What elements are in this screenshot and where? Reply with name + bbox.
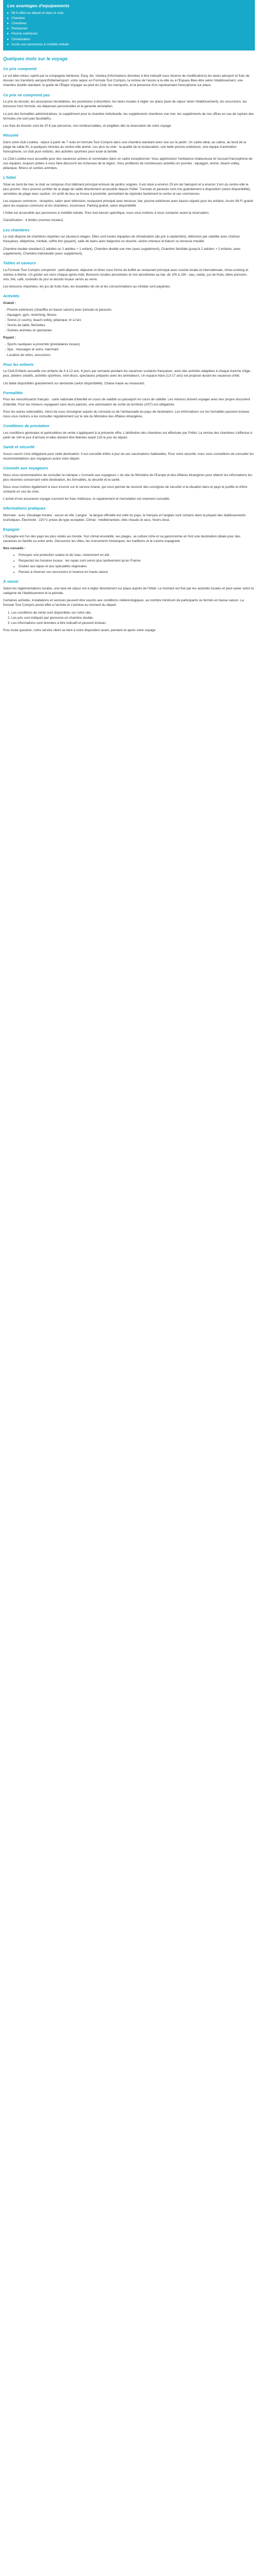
page bbox=[0, 0, 258, 643]
advantage-item: ▸ Wi-fi offert au départ et dans le club bbox=[7, 11, 251, 15]
advantage-item: ▸ Restaurant bbox=[7, 26, 251, 31]
paragraph: Pour les autres nationalités, merci de vous renseigner auprès du consulat ou de l'ambassade du pays de destination. Les informations sur les formalités peuvent évoluer, nous vous invitons à les consulter régulièrement sur le site du Ministère des Affaires étrangères. bbox=[3, 410, 250, 418]
paragraph: Le prix du dossier, les assurances facultatives, les pourboires à discrétion, les taxes locales à régler sur place (taxe de séjour selon l'établissement), les excursions, les boissons hors formule, les dépenses personnelles et la garantie annulation. bbox=[3, 100, 247, 109]
advantages-panel bbox=[3, 0, 255, 50]
list bbox=[3, 342, 255, 357]
list-item: 1. Les conditions de vente sont disponibles sur notre site. bbox=[11, 611, 255, 615]
advantage-item: ▸ Accès aux personnes à mobilité réduite bbox=[7, 42, 251, 47]
subheading-label: Payant : bbox=[3, 336, 16, 340]
paragraph: Dans votre club Lookéa : séjour à partir de 7 nuits en formule Tout Compris dans une chambre standard avec vue sur le jardin. Un cadre idéal, au calme, au bord de la plage de sable fin, à quelques minutes du centre-ville animé. Les plus du club : la qualité de la restauration, une belle piscine extérieure, une équipe d'animation francophone, un club pour enfants, des activités sportives pour toute la famille. bbox=[3, 140, 246, 154]
list-item: - Tennis de table, fléchettes bbox=[5, 324, 45, 328]
info-title: Quelques mots sur le voyage bbox=[3, 56, 68, 61]
list-item: - Tennis (2 courts), beach-volley, pétanque, tir à l'arc bbox=[5, 318, 82, 322]
section-heading: Formalités bbox=[3, 390, 23, 395]
section-heading: Conditions de prestation bbox=[3, 423, 50, 428]
paragraph: L'achat d'une assurance voyage couvrant les frais médicaux, le rapatriement et l'annulation est vivement conseillé. bbox=[3, 497, 170, 501]
paragraph: Lits bébé disponibles gratuitement sur demande (selon disponibilité). Chaise haute au restaurant. bbox=[3, 381, 145, 385]
paragraph: Pour toute question, notre service client se tient à votre disposition avant, pendant et après votre voyage. bbox=[3, 628, 156, 632]
paragraph: Situé en bord de mer, le club se compose d'un bâtiment principal entouré de jardins soignés. Il est situé à environ 25 km de l'aéroport et à environ 3 km du centre-ville le plus proche. Vous pourrez profiter de la plage de sable directement accessible depuis l'hôtel. Transats et parasols sont mis gratuitement à disposition (selon disponibilité), serviettes de plage avec caution. Un arrêt de bus se trouve à proximité, permettant de rejoindre facilement le centre et ses commerces. bbox=[3, 182, 251, 196]
section-heading: Ce prix ne comprend pas bbox=[3, 92, 50, 97]
section-heading: Résumé bbox=[3, 132, 19, 138]
list-item: - Spa : massages et soins, hammam bbox=[5, 348, 59, 352]
advantages-list bbox=[7, 11, 251, 47]
advantage-item: ▸ Climatisation bbox=[7, 37, 251, 42]
advantages-title: Les avantages d'equipements bbox=[7, 3, 70, 8]
section-heading: À savoir bbox=[3, 579, 19, 584]
list-item: - Sports nautiques à proximité (prestataires locaux) bbox=[5, 343, 80, 347]
list-item: • Prévoyez une protection solaire et de l'eau, notamment en été bbox=[19, 553, 255, 557]
paragraph: Le vol aller-retour, opéré par la compagnie Aérienne, Easy Jet, Volotea (Informations données à titre indicatif sous réserve de modifications) les taxes aéroport et frais de dossier, les transferts aéroport/hôtel/aéroport, votre séjour en Formule Tout Compris, la remise de l'accès à la ville ou à l'Espace Bien-être selon l'établissement, une chambre double standard, le guide de l'Étape Voyager au pied du Club, les transports, et la présence d'un représentant francophone sur place. bbox=[3, 74, 250, 88]
list bbox=[3, 611, 255, 625]
section-heading: Santé et sécurité bbox=[3, 444, 35, 449]
paragraph: Les espaces communs : réception, salon avec télévision, restaurant principal avec terrasse, bar, piscine extérieure avec bassin séparé pour les enfants. Accès Wi-Fi gratuit dans les espaces communs et les chambres. Ascenseur. Parking gratuit, selon disponibilité. bbox=[3, 199, 253, 208]
list-item: • Goûtez aux tapas et aux spécialités régionales bbox=[19, 564, 255, 569]
paragraph: Le prix des formalités administratives, le supplément pour la chambre individuelle, les suppléments chambres vue mer, les suppléments de nos offres en cas de rupture des formules (ne sont pas facultatifs). bbox=[3, 112, 254, 121]
section-heading: Conseils aux voyageurs bbox=[3, 465, 48, 470]
section-heading: Pour les enfants bbox=[3, 362, 34, 367]
paragraph: L'Espagne est l'un des pays les plus visités au monde. Son climat ensoleillé, ses plages, sa culture riche et sa gastronomie en font une destination idéale pour des vacances en famille ou entre amis. Découvrez les villes, les monuments historiques, les traditions et la cuisine espagnole. bbox=[3, 534, 240, 543]
list-item: - Soirées animées et spectacles bbox=[5, 329, 52, 333]
paragraph: Nous vous invitons également à vous inscrire sur le service Ariane, qui vous permet de recevoir des consignes de sécurité si la situation dans le pays le justifie et d'être contacté en cas de crise. bbox=[3, 485, 248, 494]
section-heading: Informations pratiques bbox=[3, 506, 46, 511]
list bbox=[3, 553, 255, 574]
list-item: - Location de vélos, excursions bbox=[5, 353, 51, 357]
paragraph: Les frais de dossier sont de 20 € par personne, non remboursables, et exigibles dès la réservation de votre voyage. bbox=[3, 124, 172, 128]
section-heading: Les chambres bbox=[3, 227, 30, 232]
list-item: • Respectez les horaires locaux : les repas sont servis plus tardivement qu'en France bbox=[19, 558, 255, 563]
paragraph: Monnaie : euro. Décalage horaire : aucun en été. Langue : la langue officielle est celle du pays, le français et l'anglais sont compris dans la plupart des établissements touristiques. Électricité : 220 V, prises de type européen. Climat : méditerranéen, étés chauds et secs, hivers doux. bbox=[3, 513, 246, 522]
paragraph: Le club dispose de chambres réparties sur plusieurs étages. Elles sont toutes équipées de climatisation (de juin à septembre), télévision par satellite avec chaînes françaises, téléphone, minibar, coffre-fort (payant), salle de bains avec baignoire ou douche, sèche-cheveux et balcon ou terrasse meublé. bbox=[3, 235, 240, 244]
section-heading: Tables et saveurs bbox=[3, 260, 36, 265]
advantage-item: ▸ Chambre bbox=[7, 16, 251, 21]
list-item: 2. Les prix sont indiqués par personne en chambre double. bbox=[11, 616, 255, 620]
paragraph: Les conditions générales et particulières de vente s'appliquent à la présente offre. L'attribution des chambres est effectuée par l'hôtel. La remise des chambres s'effectue à partir de 14h le jour d'arrivée et elles doivent être libérées avant 12h le jour du départ. bbox=[3, 431, 252, 439]
list-item: - Aquagym, gym, stretching, fitness bbox=[5, 313, 57, 317]
paragraph: Chambre double standard (2 adultes ou 2 adultes + 1 enfant), Chambre double vue mer (avec supplément), Chambre familiale (jusqu'à 2 adultes + 2 enfants, avec supplément), Chambre individuelle (avec supplément). bbox=[3, 247, 241, 256]
paragraph: Classification : 4 étoiles (normes locales). bbox=[3, 218, 64, 223]
paragraph: Aucun vaccin n'est obligatoire pour cette destination. Il est conseillé d'être à jour de ses vaccinations habituelles. Pour votre sécurité, nous vous conseillons de consulter les recommandations aux voyageurs avant votre départ. bbox=[3, 452, 254, 461]
section-heading: Espagne bbox=[3, 527, 20, 532]
advantage-item: ▸ Piscine extérieure bbox=[7, 31, 251, 36]
paragraph: Le Club Lookéa vous accueille pour des vacances actives et conviviales dans un cadre exceptionnel. Vous apprécierez l'ambiance chaleureuse et l'accueil francophone de nos équipes, toujours prêtes à vous faire découvrir les richesses de la région. Vous profiterez de nombreuses activités en journée : aquagym, tennis, beach-volley, pétanque, fitness et soirées animées. bbox=[3, 157, 253, 171]
advantage-item: ▸ Chambres bbox=[7, 21, 251, 26]
paragraph: Certaines activités, installations et services peuvent être soumis aux conditions météorologiques, au nombre minimum de participants ou fermés en basse saison. La formule Tout Compris prend effet à l'arrivée et s'achève au moment du départ. bbox=[3, 599, 244, 607]
paragraph: Selon les réglementations locales, une taxe de séjour est à régler directement sur place auprès de l'hôtel. Le montant est fixé par les autorités locales et peut varier selon la catégorie de l'établissement et la période. bbox=[3, 587, 254, 596]
paragraph: Le Club Enfants accueille vos enfants de 4 à 12 ans, 6 jours par semaine pendant les vacances scolaires françaises, avec des activités adaptées à chaque tranche d'âge : jeux, ateliers créatifs, activités sportives, mini-disco, spectacles préparés avec les animateurs. Un espace Ados (13-17 ans) est proposé durant les vacances d'été. bbox=[3, 369, 252, 378]
paragraph: La Formule Tout Compris comprend : petit-déjeuner, déjeuner et dîner sous forme de buffet au restaurant principal avec cuisine locale et internationale, show-cooking et soirées à thème. Un goûter est servi chaque après-midi. Boissons locales alcoolisées et non alcoolisées au bar, de 10h à 23h : eau, sodas, jus de fruits, bière pression, vins, thé, café, cocktails du jour et alcools locaux servis au verre. bbox=[3, 268, 249, 281]
paragraph: Les boissons importées, les jus de fruits frais, les bouteilles de vin et les consommations au minibar sont payantes. bbox=[3, 284, 171, 289]
subheading-label: Gratuit : bbox=[3, 301, 16, 305]
section-heading: L'hôtel bbox=[3, 175, 16, 180]
paragraph: Nous vous recommandons de consulter la rubrique « Conseils aux voyageurs » du site du Ministère de l'Europe et des Affaires étrangères pour obtenir les informations les plus récentes concernant votre destination, les formalités, la sécurité et la santé. bbox=[3, 473, 252, 482]
info-content bbox=[3, 66, 255, 632]
section-heading: Activités bbox=[3, 293, 20, 298]
list-item: 3. Les informations sont données à titre indicatif et peuvent évoluer. bbox=[11, 621, 255, 625]
list-item: - Piscine extérieure (chauffée en basse saison) avec transats et parasols bbox=[5, 308, 111, 312]
subheading-label: Nos conseils : bbox=[3, 546, 26, 550]
section-heading: Ce prix comprend bbox=[3, 66, 37, 72]
list bbox=[3, 308, 255, 333]
list-item: • Pensez à réserver vos excursions à l'avance en haute saison bbox=[19, 570, 255, 574]
paragraph: L'hôtel est accessible aux personnes à mobilité réduite. Pour tout besoin spécifique, nous vous invitons à nous contacter avant la réservation. bbox=[3, 211, 209, 215]
paragraph: Pour les ressortissants français : carte nationale d'identité en cours de validité ou passeport en cours de validité. Les mineurs doivent voyager avec leur propre document d'identité. Pour les mineurs voyageant sans leurs parents, une autorisation de sortie du territoire (AST) est obligatoire. bbox=[3, 398, 250, 406]
